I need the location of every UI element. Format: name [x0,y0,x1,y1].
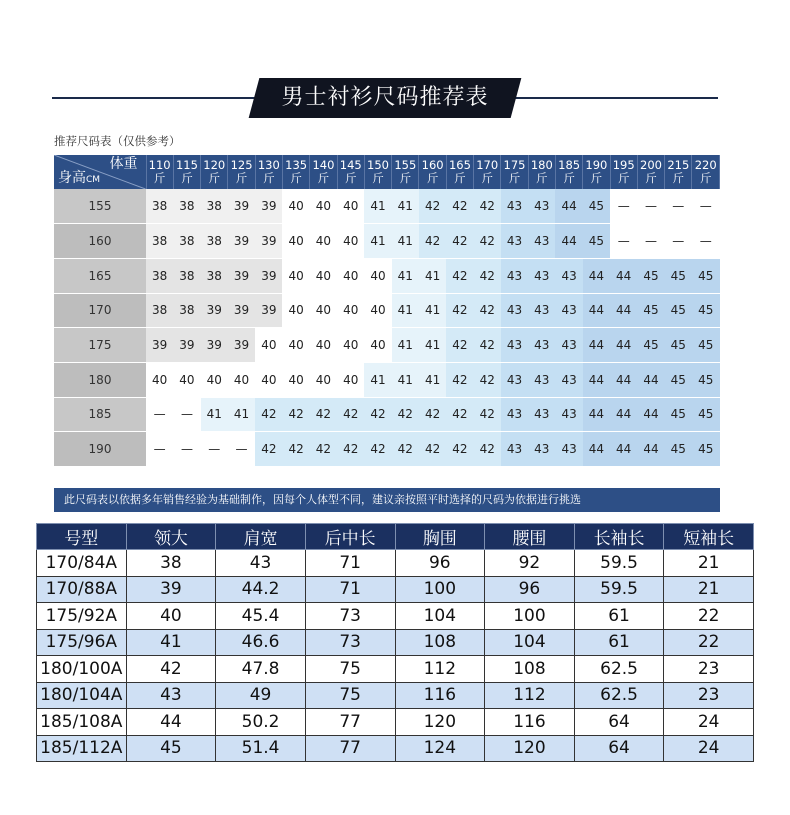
size-cell: 38 [173,258,200,293]
size-cell: 39 [201,293,228,328]
size-table-cell: 108 [395,629,485,656]
size-cell: 42 [282,432,309,467]
weight-header: 125 斤 [228,155,255,189]
weight-header: 190 斤 [583,155,610,189]
size-table-cell: 108 [485,656,575,683]
weight-header: 160 斤 [419,155,446,189]
size-cell: 41 [419,362,446,397]
size-table-cell: 45.4 [216,603,306,630]
weight-header: 165 斤 [446,155,473,189]
size-table-cell: 120 [395,709,485,736]
size-cell: 44 [555,189,582,224]
size-cell: 43 [528,258,555,293]
size-table-cell: 43 [126,682,216,709]
size-cell: 45 [665,362,692,397]
size-table-row [37,576,754,603]
size-cell: 38 [173,189,200,224]
size-cell: 40 [255,328,282,363]
size-table-cell: 75 [305,682,395,709]
size-cell: 41 [392,328,419,363]
size-table-header: 长袖长 [574,524,664,550]
height-row [54,397,720,432]
size-table-cell: 42 [126,656,216,683]
weight-header: 200 斤 [637,155,664,189]
size-cell: 44 [583,397,610,432]
size-cell: 42 [474,258,501,293]
size-cell: 39 [255,224,282,259]
weight-header: 145 斤 [337,155,364,189]
size-cell: — [637,189,664,224]
weight-header: 130 斤 [255,155,282,189]
size-cell: 43 [555,397,582,432]
size-cell: 41 [419,258,446,293]
size-table-row [37,656,754,683]
size-cell: 40 [282,293,309,328]
size-table-cell: 44.2 [216,576,306,603]
size-cell: 45 [583,224,610,259]
size-cell: 40 [146,362,173,397]
size-cell: 42 [446,189,473,224]
size-cell: 42 [419,432,446,467]
size-cell: 42 [446,362,473,397]
size-table-cell: 116 [395,682,485,709]
size-cell: 43 [528,397,555,432]
size-cell: 38 [201,258,228,293]
size-cell: 42 [446,328,473,363]
size-cell: 40 [310,224,337,259]
size-cell: 38 [173,293,200,328]
size-cell: 38 [146,293,173,328]
size-table-header: 后中长 [305,524,395,550]
size-cell: 45 [692,362,720,397]
size-cell: — [146,432,173,467]
weight-header: 140 斤 [310,155,337,189]
size-cell: 43 [501,397,528,432]
size-table-cell: 112 [485,682,575,709]
size-cell: 43 [555,258,582,293]
size-cell: 42 [392,432,419,467]
size-cell: 40 [201,362,228,397]
size-cell: 42 [419,189,446,224]
height-value: 170 [54,293,146,328]
size-cell: 45 [665,432,692,467]
weight-header: 195 斤 [610,155,637,189]
size-cell: 40 [173,362,200,397]
size-table-cell: 22 [664,603,754,630]
size-cell: 42 [337,397,364,432]
size-cell: 39 [228,224,255,259]
size-cell: — [610,189,637,224]
size-cell: 44 [610,432,637,467]
size-table-cell: 23 [664,656,754,683]
size-cell: 40 [364,328,391,363]
size-cell: 40 [310,362,337,397]
size-cell: 38 [201,224,228,259]
size-note: 此尺码表以依据多年销售经验为基础制作，因每个人体型不同，建议亲按照平时选择的尺码为依据进行挑选 [54,488,720,512]
size-cell: 44 [555,224,582,259]
size-cell: 45 [637,328,664,363]
size-cell: 43 [501,362,528,397]
size-cell: 43 [501,432,528,467]
size-cell: 45 [665,258,692,293]
size-cell: — [173,397,200,432]
size-table [36,523,754,762]
size-table-cell: 40 [126,603,216,630]
size-cell: 42 [446,224,473,259]
size-table-cell: 23 [664,682,754,709]
size-table-cell: 51.4 [216,735,306,762]
height-row [54,362,720,397]
height-row [54,328,720,363]
weight-header: 215 斤 [665,155,692,189]
size-cell: 44 [637,397,664,432]
size-cell: 45 [637,293,664,328]
size-table-cell: 120 [485,735,575,762]
size-cell: 42 [364,397,391,432]
size-cell: 43 [501,224,528,259]
size-table-cell: 75 [305,656,395,683]
size-table-cell: 62.5 [574,682,664,709]
size-cell: 42 [474,397,501,432]
size-cell: 43 [528,224,555,259]
size-cell: 45 [665,293,692,328]
size-table-row [37,682,754,709]
size-cell: 45 [637,258,664,293]
size-table-row [37,629,754,656]
size-cell: 44 [583,258,610,293]
page-title: 男士衬衫尺码推荐表 [262,78,508,118]
size-cell: 45 [692,258,720,293]
height-value: 185 [54,397,146,432]
size-cell: 43 [555,432,582,467]
size-cell: 42 [474,432,501,467]
size-cell: 41 [392,293,419,328]
size-cell: 45 [665,328,692,363]
size-table-cell: 185/112A [37,735,127,762]
size-cell: 42 [474,328,501,363]
size-cell: 40 [282,362,309,397]
size-cell: 44 [583,293,610,328]
size-cell: 38 [146,189,173,224]
weight-header: 150 斤 [364,155,391,189]
size-cell: 41 [228,397,255,432]
size-cell: 42 [474,293,501,328]
size-cell: — [173,432,200,467]
size-table-cell: 71 [305,576,395,603]
size-table-cell: 61 [574,629,664,656]
size-cell: — [610,224,637,259]
size-cell: 43 [555,293,582,328]
weight-header: 170 斤 [474,155,501,189]
size-cell: 43 [555,362,582,397]
size-cell: 38 [146,258,173,293]
size-cell: 43 [528,362,555,397]
size-table-cell: 96 [485,576,575,603]
size-table-cell: 112 [395,656,485,683]
size-cell: 43 [501,328,528,363]
size-table-cell: 22 [664,629,754,656]
size-cell: 41 [364,224,391,259]
size-cell: 38 [201,189,228,224]
size-cell: — [692,224,720,259]
height-value: 190 [54,432,146,467]
size-cell: 39 [146,328,173,363]
size-table-header: 号型 [37,524,127,550]
size-table-cell: 96 [395,550,485,577]
size-cell: — [665,224,692,259]
size-cell: 43 [528,328,555,363]
height-value: 175 [54,328,146,363]
recommend-table [54,155,720,467]
size-cell: 40 [337,293,364,328]
size-cell: 44 [610,362,637,397]
size-cell: 42 [446,293,473,328]
weight-header: 185 斤 [555,155,582,189]
height-row [54,258,720,293]
size-cell: 42 [310,432,337,467]
size-table-cell: 175/96A [37,629,127,656]
size-cell: 43 [501,293,528,328]
size-cell: 45 [583,189,610,224]
size-cell: 40 [310,328,337,363]
size-cell: 40 [364,293,391,328]
size-cell: 39 [255,258,282,293]
size-table-row [37,550,754,577]
size-cell: 45 [692,293,720,328]
size-cell: 44 [637,362,664,397]
size-table-cell: 50.2 [216,709,306,736]
size-cell: 41 [392,258,419,293]
size-cell: 40 [310,189,337,224]
size-table-cell: 59.5 [574,576,664,603]
size-table-cell: 59.5 [574,550,664,577]
size-cell: 41 [419,293,446,328]
size-table-cell: 21 [664,576,754,603]
size-cell: 44 [610,397,637,432]
size-cell: 44 [610,328,637,363]
size-cell: 42 [419,224,446,259]
size-table-row [37,709,754,736]
size-cell: — [201,432,228,467]
size-cell: — [637,224,664,259]
size-table-header: 腰围 [485,524,575,550]
size-cell: 40 [337,328,364,363]
size-cell: 45 [692,328,720,363]
size-table-cell: 77 [305,735,395,762]
height-value: 155 [54,189,146,224]
size-table-cell: 39 [126,576,216,603]
size-cell: 45 [692,432,720,467]
size-cell: 39 [228,293,255,328]
size-table-cell: 100 [395,576,485,603]
size-cell: 41 [392,224,419,259]
size-table-cell: 21 [664,550,754,577]
height-value: 160 [54,224,146,259]
size-cell: 40 [282,258,309,293]
height-value: 180 [54,362,146,397]
weight-header: 180 斤 [528,155,555,189]
size-cell: 42 [282,397,309,432]
size-table-cell: 92 [485,550,575,577]
size-cell: 42 [255,397,282,432]
size-cell: 42 [364,432,391,467]
size-cell: 40 [228,362,255,397]
size-table-cell: 175/92A [37,603,127,630]
weight-header-row [54,155,720,189]
size-table-cell: 104 [395,603,485,630]
size-table-cell: 47.8 [216,656,306,683]
size-cell: 44 [610,258,637,293]
size-cell: — [146,397,173,432]
size-table-cell: 44 [126,709,216,736]
size-cell: 40 [364,258,391,293]
size-table-cell: 38 [126,550,216,577]
size-table-cell: 77 [305,709,395,736]
size-table-cell: 71 [305,550,395,577]
size-table-cell: 43 [216,550,306,577]
size-cell: — [665,189,692,224]
size-cell: 40 [337,362,364,397]
size-cell: 40 [282,224,309,259]
size-cell: 43 [501,189,528,224]
size-cell: 39 [255,293,282,328]
size-cell: 40 [255,362,282,397]
size-table-cell: 41 [126,629,216,656]
weight-header: 135 斤 [282,155,309,189]
size-table-cell: 124 [395,735,485,762]
weight-header: 220 斤 [692,155,720,189]
size-cell: 39 [228,189,255,224]
size-table-cell: 100 [485,603,575,630]
size-cell: 44 [583,362,610,397]
size-table-cell: 45 [126,735,216,762]
size-table-header: 胸围 [395,524,485,550]
size-cell: 43 [528,432,555,467]
size-cell: 43 [501,258,528,293]
weight-header: 110 斤 [146,155,173,189]
size-cell: 45 [692,397,720,432]
weight-label: 体重 [109,156,138,172]
size-table-row [37,603,754,630]
size-table-cell: 46.6 [216,629,306,656]
size-cell: 41 [364,189,391,224]
size-cell: 41 [419,328,446,363]
size-table-cell: 185/108A [37,709,127,736]
size-table-cell: 170/84A [37,550,127,577]
size-cell: 41 [392,362,419,397]
height-row [54,432,720,467]
size-cell: 42 [474,189,501,224]
size-cell: 40 [337,224,364,259]
size-table-cell: 104 [485,629,575,656]
size-cell: 44 [610,293,637,328]
corner-header [54,155,146,189]
weight-header: 155 斤 [392,155,419,189]
size-cell: 42 [337,432,364,467]
size-cell: — [228,432,255,467]
size-cell: 40 [310,293,337,328]
size-table-cell: 73 [305,603,395,630]
weight-header: 120 斤 [201,155,228,189]
table-subtitle: 推荐尺码表（仅供参考） [54,134,181,148]
size-table-header: 肩宽 [216,524,306,550]
size-cell: 43 [555,328,582,363]
height-row [54,189,720,224]
size-cell: 39 [255,189,282,224]
size-cell: 42 [446,432,473,467]
height-label: 身高CM [58,170,101,186]
size-table-cell: 62.5 [574,656,664,683]
size-cell: 43 [528,293,555,328]
size-table-cell: 49 [216,682,306,709]
size-cell: 40 [337,258,364,293]
size-table-cell: 64 [574,735,664,762]
size-cell: 42 [255,432,282,467]
size-table-cell: 64 [574,709,664,736]
size-table-row [37,735,754,762]
size-cell: 41 [364,362,391,397]
size-table-cell: 61 [574,603,664,630]
size-table-cell: 180/100A [37,656,127,683]
size-table-cell: 73 [305,629,395,656]
height-row [54,293,720,328]
size-cell: 45 [665,397,692,432]
size-table-header: 短袖长 [664,524,754,550]
size-cell: 39 [228,258,255,293]
size-cell: 38 [146,224,173,259]
size-cell: 42 [392,397,419,432]
size-cell: 44 [583,432,610,467]
size-cell: 40 [310,258,337,293]
size-table-header: 领大 [126,524,216,550]
weight-header: 115 斤 [173,155,200,189]
size-cell: 42 [446,258,473,293]
size-cell: 42 [419,397,446,432]
size-cell: 39 [173,328,200,363]
size-cell: 42 [474,362,501,397]
size-cell: 44 [583,328,610,363]
size-cell: 39 [228,328,255,363]
size-cell: 42 [310,397,337,432]
size-cell: 40 [282,328,309,363]
size-table-cell: 116 [485,709,575,736]
size-table-cell: 170/88A [37,576,127,603]
size-cell: — [692,189,720,224]
size-cell: 40 [337,189,364,224]
size-cell: 39 [201,328,228,363]
size-cell: 41 [392,189,419,224]
size-cell: 38 [173,224,200,259]
size-cell: 42 [446,397,473,432]
height-row [54,224,720,259]
size-cell: 41 [201,397,228,432]
height-value: 165 [54,258,146,293]
size-table-cell: 24 [664,709,754,736]
height-unit: CM [86,175,101,185]
size-table-cell: 24 [664,735,754,762]
size-cell: 42 [474,224,501,259]
weight-header: 175 斤 [501,155,528,189]
size-table-cell: 180/104A [37,682,127,709]
size-cell: 40 [282,189,309,224]
size-cell: 44 [637,432,664,467]
size-cell: 43 [528,189,555,224]
